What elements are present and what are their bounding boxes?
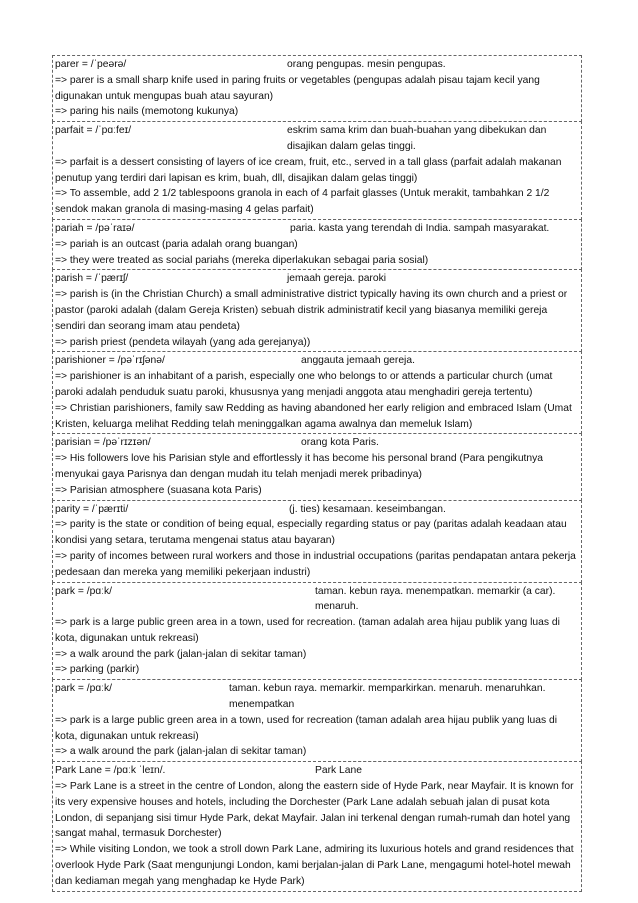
entry-parish	[52, 269, 582, 352]
example-line: => parking (parkir)	[55, 664, 140, 676]
meaning: orang pengupas. mesin pengupas.	[287, 59, 446, 70]
meaning: (j. ties) kesamaan. keseimbangan.	[289, 503, 446, 515]
example-line: => parity is the state or condition of being equal, especially regarding status or pay (paritas adalah keadaan atau kondisi yang setara, terutama mengenai status atau bayaran)	[55, 519, 567, 547]
entry-parfait	[52, 121, 582, 220]
example-line: => parish is (in the Christian Church) a small administrative district typically having its own church and a priest or pastor (paroki adalah (dalam Gereja Kristen) sebuah distrik administratif kecil yang biasanya memiliki gereja sendiri dan seorang imam atau pendeta)	[55, 289, 568, 332]
headword: parish = /ˈpærɪʃ/	[55, 273, 129, 285]
example-line: => parish priest (pendeta wilayah (yang ada gerejanya))	[55, 336, 311, 348]
headword: parer = /ˈpeərə/	[55, 59, 127, 70]
meaning: jemaah gereja. paroki	[287, 273, 387, 285]
entry-park-2	[52, 679, 582, 762]
meaning: Park Lane	[315, 765, 362, 777]
meaning: taman. kebun raya. memarkir. memparkirkan. menaruh. menaruhkan. menempatkan	[229, 683, 546, 711]
headword: parity = /ˈpærɪti/	[55, 503, 129, 515]
entry-head	[55, 681, 579, 713]
entry-head	[55, 763, 579, 779]
entry-park-lane	[52, 761, 582, 891]
example-line: => parity of incomes between rural workers and those in industrial occupations (paritas pendapatan antara pekerja pedesaan dan mereka yang memiliki pekerjaan industri)	[55, 550, 576, 578]
meaning: paria. kasta yang terendah di India. sampah masyarakat.	[290, 222, 550, 234]
example-line: => His followers love his Parisian style and effortlessly it has become his personal brand (Para pengikutnya menyukai gaya Parisnya dan dengan mudah itu telah menjadi merek pribadinya)	[55, 453, 544, 480]
example-line: => Christian parishioners, family saw Redding as having abandoned her early religion and embraced Islam (Umat Kristen, keluarga melihat Redding telah meninggalkan agama awalnya dan memeluk Islam)	[55, 402, 572, 430]
entry-head	[55, 584, 579, 616]
dictionary-page	[52, 56, 582, 892]
entry-head	[55, 123, 579, 155]
entry-parer	[52, 55, 582, 122]
entry-head	[55, 221, 579, 237]
example-line: => parer is a small sharp knife used in paring fruits or vegetables (pengupas adalah pisau tajam kecil yang digunakan untuk mengupas buah atau sayuran)	[55, 74, 540, 102]
meaning: anggauta jemaah gereja.	[301, 355, 415, 367]
entry-parisian	[52, 433, 582, 500]
example-line: => pariah is an outcast (paria adalah orang buangan)	[55, 238, 298, 250]
example-line: => they were treated as social pariahs (mereka diperlakukan sebagai paria sosial)	[55, 254, 429, 266]
headword: park = /pɑːk/	[55, 683, 112, 695]
example-line: => a walk around the park (jalan-jalan di sekitar taman)	[55, 648, 307, 660]
headword: pariah = /pəˈraɪə/	[55, 222, 135, 234]
example-line: => parfait is a dessert consisting of layers of ice cream, fruit, etc., served in a tall glass (parfait adalah makanan penutup yang terdiri dari lapisan es krim, buah, dll, disajikan dalam gelas tinggi)	[55, 156, 562, 184]
example-line: => park is a large public green area in a town, used for recreation. (taman adalah area hijau publik yang luas di kota, digunakan untuk rekreasi)	[55, 617, 560, 644]
entry-head	[55, 353, 579, 369]
example-line: => Parisian atmosphere (suasana kota Paris)	[55, 484, 262, 496]
headword: park = /pɑːk/	[55, 585, 112, 597]
example-line: => paring his nails (memotong kukunya)	[55, 106, 239, 118]
meaning: taman. kebun raya. menempatkan. memarkir (a car). menaruh.	[315, 585, 556, 613]
example-line: => While visiting London, we took a stroll down Park Lane, admiring its luxurious hotels and grand residences that overlook Hyde Park (Saat mengunjungi London, kami berjalan-jalan di Park Lane, mengagumi hotel-hotel mewah dan kediaman megah yang menghadap ke Hyde Park)	[55, 844, 574, 887]
entry-park-1	[52, 582, 582, 681]
headword: parisian = /pəˈrɪzɪən/	[55, 437, 151, 449]
entry-pariah	[52, 219, 582, 270]
meaning: eskrim sama krim dan buah-buahan yang dibekukan dan disajikan dalam gelas tinggi.	[287, 125, 547, 152]
example-line: => park is a large public green area in a town, used for recreation (taman adalah area hijau publik yang luas di kota, digunakan untuk rekreasi)	[55, 714, 557, 742]
entry-parishioner	[52, 351, 582, 434]
headword: parfait = /ˈpɑːfeɪ/	[55, 125, 132, 137]
headword: parishioner = /pəˈrɪʃənə/	[55, 355, 165, 367]
entry-head	[55, 57, 579, 73]
entry-parity	[52, 500, 582, 583]
entry-head	[55, 271, 579, 287]
example-line: => To assemble, add 2 1/2 tablespoons granola in each of 4 parfait glasses (Untuk merakit, tambahkan 2 1/2 sendok makan granola di masing-masing 4 gelas parfait)	[55, 188, 550, 216]
entry-head	[55, 435, 579, 451]
headword: Park Lane = /pɑːk ˈleɪn/.	[55, 765, 166, 777]
example-line: => Park Lane is a street in the centre of London, along the eastern side of Hyde Park, near Mayfair. It is known for its very expensive houses and hotels, including the Dorchester (Park Lane adalah sebuah jalan di pusat kota London, di sepanjang sisi timur Hyde Park, dekat Mayfair. Jalan ini terkenal dengan rumah-rumah dan hotel yang sangat mahal, termasuk Dorchester)	[55, 781, 574, 840]
meaning: orang kota Paris.	[301, 437, 379, 449]
example-line: => a walk around the park (jalan-jalan di sekitar taman)	[55, 746, 307, 758]
entry-head	[55, 502, 579, 518]
example-line: => parishioner is an inhabitant of a parish, especially one who belongs to or attends a particular church (umat paroki adalah penduduk suatu paroki, khususnya yang menjadi anggota atau menghadiri gereja tertentu)	[55, 371, 553, 398]
